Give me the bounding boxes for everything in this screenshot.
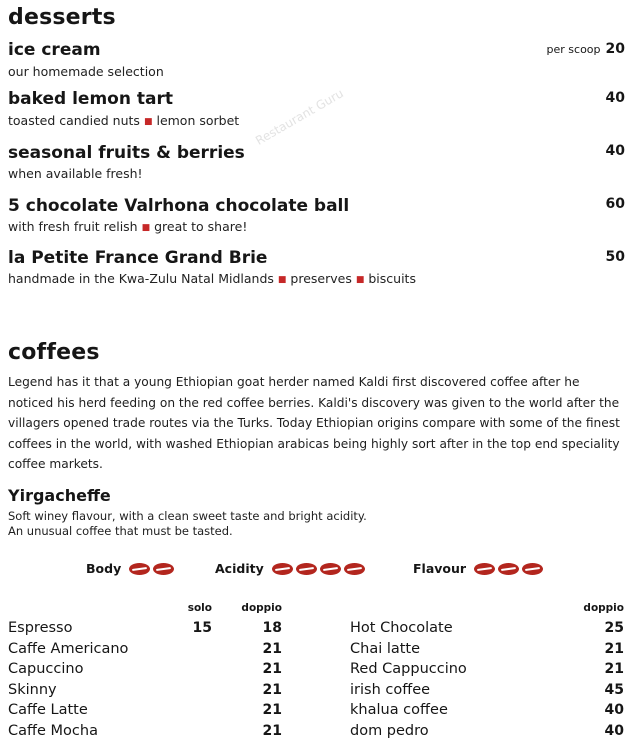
table-row bbox=[350, 702, 624, 723]
table-row bbox=[350, 620, 624, 641]
coffee-doppio-price: 21 bbox=[262, 661, 282, 677]
coffee-solo-price: 15 bbox=[192, 620, 212, 636]
dessert-description bbox=[8, 64, 164, 79]
origin-line: Soft winey flavour, with a clean sweet taste and bright acidity. bbox=[8, 509, 367, 523]
dessert-description bbox=[8, 219, 247, 234]
table-row bbox=[350, 723, 624, 744]
legend-line: Legend has it that a young Ethiopian goat herder named Kaldi first discovered coffee after he bbox=[8, 375, 580, 389]
dessert-price: 40 bbox=[605, 143, 625, 159]
desc-part: preserves bbox=[290, 271, 352, 286]
coffee-legend-paragraph bbox=[8, 372, 626, 475]
desc-part: with fresh fruit relish bbox=[8, 219, 138, 234]
coffee-doppio-price: 18 bbox=[262, 620, 282, 636]
coffee-name: Caffe Latte bbox=[8, 702, 88, 718]
desc-part: lemon sorbet bbox=[156, 113, 240, 128]
dessert-name: baked lemon tart bbox=[8, 89, 173, 109]
bean-group bbox=[126, 558, 174, 577]
table-row bbox=[8, 620, 284, 641]
origin-line: An unusual coffee that must be tasted. bbox=[8, 524, 233, 538]
desc-part: when available fresh! bbox=[8, 166, 143, 181]
price-value: 20 bbox=[605, 41, 625, 57]
origin-description bbox=[8, 509, 367, 539]
left-coffee-list bbox=[8, 620, 284, 743]
coffee-doppio-price: 21 bbox=[262, 722, 282, 739]
rating-label: Flavour bbox=[413, 561, 467, 576]
rating-acidity bbox=[215, 558, 365, 577]
coffees-heading: coffees bbox=[8, 340, 100, 365]
coffee-name: Skinny bbox=[8, 681, 57, 698]
table-row bbox=[8, 641, 284, 662]
bean-group bbox=[269, 558, 365, 577]
coffee-name: Chai latte bbox=[350, 640, 421, 657]
coffee-doppio-price: 21 bbox=[262, 702, 282, 718]
coffee-price: 40 bbox=[604, 722, 624, 739]
coffee-bean-icon bbox=[129, 563, 150, 575]
rating-flavour bbox=[413, 558, 543, 577]
rating-body bbox=[86, 558, 174, 577]
coffee-name: khalua coffee bbox=[350, 702, 448, 718]
coffee-bean-icon bbox=[474, 563, 495, 575]
dessert-price: 50 bbox=[605, 249, 625, 265]
rating-label: Body bbox=[86, 561, 122, 576]
dessert-price: 60 bbox=[605, 196, 625, 212]
bullet-icon: ■ bbox=[141, 223, 151, 233]
coffee-price: 21 bbox=[604, 640, 624, 657]
desserts-heading: desserts bbox=[8, 5, 116, 30]
bean-group bbox=[471, 558, 543, 577]
table-row bbox=[8, 723, 284, 744]
column-header-solo: solo bbox=[187, 602, 212, 614]
dessert-description bbox=[8, 166, 143, 181]
dessert-price bbox=[547, 41, 625, 57]
legend-line: coffee markets. bbox=[8, 457, 103, 471]
dessert-name: la Petite France Grand Brie bbox=[8, 248, 268, 268]
coffee-price: 45 bbox=[604, 681, 624, 698]
price-note: per scoop bbox=[546, 43, 601, 56]
right-coffee-list bbox=[350, 620, 624, 743]
dessert-description bbox=[8, 113, 239, 128]
rating-label: Acidity bbox=[215, 561, 264, 576]
coffee-name: Hot Chocolate bbox=[350, 620, 453, 636]
coffee-bean-icon bbox=[522, 563, 543, 575]
coffee-doppio-price: 21 bbox=[262, 681, 282, 698]
desc-part: our homemade selection bbox=[8, 64, 164, 79]
dessert-price: 40 bbox=[605, 90, 625, 106]
dessert-name: seasonal fruits & berries bbox=[8, 143, 245, 163]
column-header-doppio: doppio bbox=[583, 602, 624, 614]
coffee-bean-icon bbox=[272, 563, 293, 575]
origin-title: Yirgacheffe bbox=[8, 486, 111, 505]
desc-part: handmade in the Kwa-Zulu Natal Midlands bbox=[8, 271, 274, 286]
coffee-name: Espresso bbox=[8, 620, 73, 636]
coffee-price: 40 bbox=[604, 702, 624, 718]
coffee-bean-icon bbox=[320, 563, 341, 575]
watermark-text: Restaurant Guru bbox=[253, 86, 346, 148]
legend-line: noticed his herd feeding on the red coffee berries. Kaldi's discovery was given to the world after the bbox=[8, 395, 620, 410]
dessert-name: ice cream bbox=[8, 40, 101, 60]
coffee-name: irish coffee bbox=[350, 681, 431, 698]
coffee-bean-icon bbox=[498, 563, 519, 575]
coffee-name: dom pedro bbox=[350, 722, 429, 739]
coffee-bean-icon bbox=[344, 563, 365, 575]
bullet-icon: ■ bbox=[143, 117, 153, 127]
table-row bbox=[350, 641, 624, 662]
table-row bbox=[8, 661, 284, 682]
table-row bbox=[350, 682, 624, 703]
coffee-name: Red Cappuccino bbox=[350, 661, 467, 677]
coffee-bean-icon bbox=[153, 563, 174, 575]
desc-part: great to share! bbox=[154, 219, 248, 234]
column-header-doppio: doppio bbox=[241, 602, 282, 614]
legend-line: coffees in the world, with washed Ethiopian arabicas being highly sort after in the top end speciality bbox=[8, 436, 620, 451]
coffee-name: Capuccino bbox=[8, 661, 84, 677]
table-row bbox=[8, 702, 284, 723]
table-row bbox=[8, 682, 284, 703]
legend-line: villagers opened trade routes via the Turks. Today Ethiopian origins compare with some of the finest bbox=[8, 416, 620, 430]
coffee-price: 21 bbox=[604, 661, 624, 677]
desc-part: toasted candied nuts bbox=[8, 113, 140, 128]
coffee-doppio-price: 21 bbox=[262, 640, 282, 657]
desc-part: biscuits bbox=[368, 271, 416, 286]
table-row bbox=[350, 661, 624, 682]
coffee-name: Caffe Mocha bbox=[8, 722, 98, 739]
bullet-icon: ■ bbox=[355, 275, 365, 285]
coffee-bean-icon bbox=[296, 563, 317, 575]
coffee-name: Caffe Americano bbox=[8, 640, 129, 657]
dessert-description bbox=[8, 271, 416, 286]
bullet-icon: ■ bbox=[277, 275, 287, 285]
coffee-price: 25 bbox=[604, 620, 624, 636]
dessert-name: 5 chocolate Valrhona chocolate ball bbox=[8, 196, 350, 216]
